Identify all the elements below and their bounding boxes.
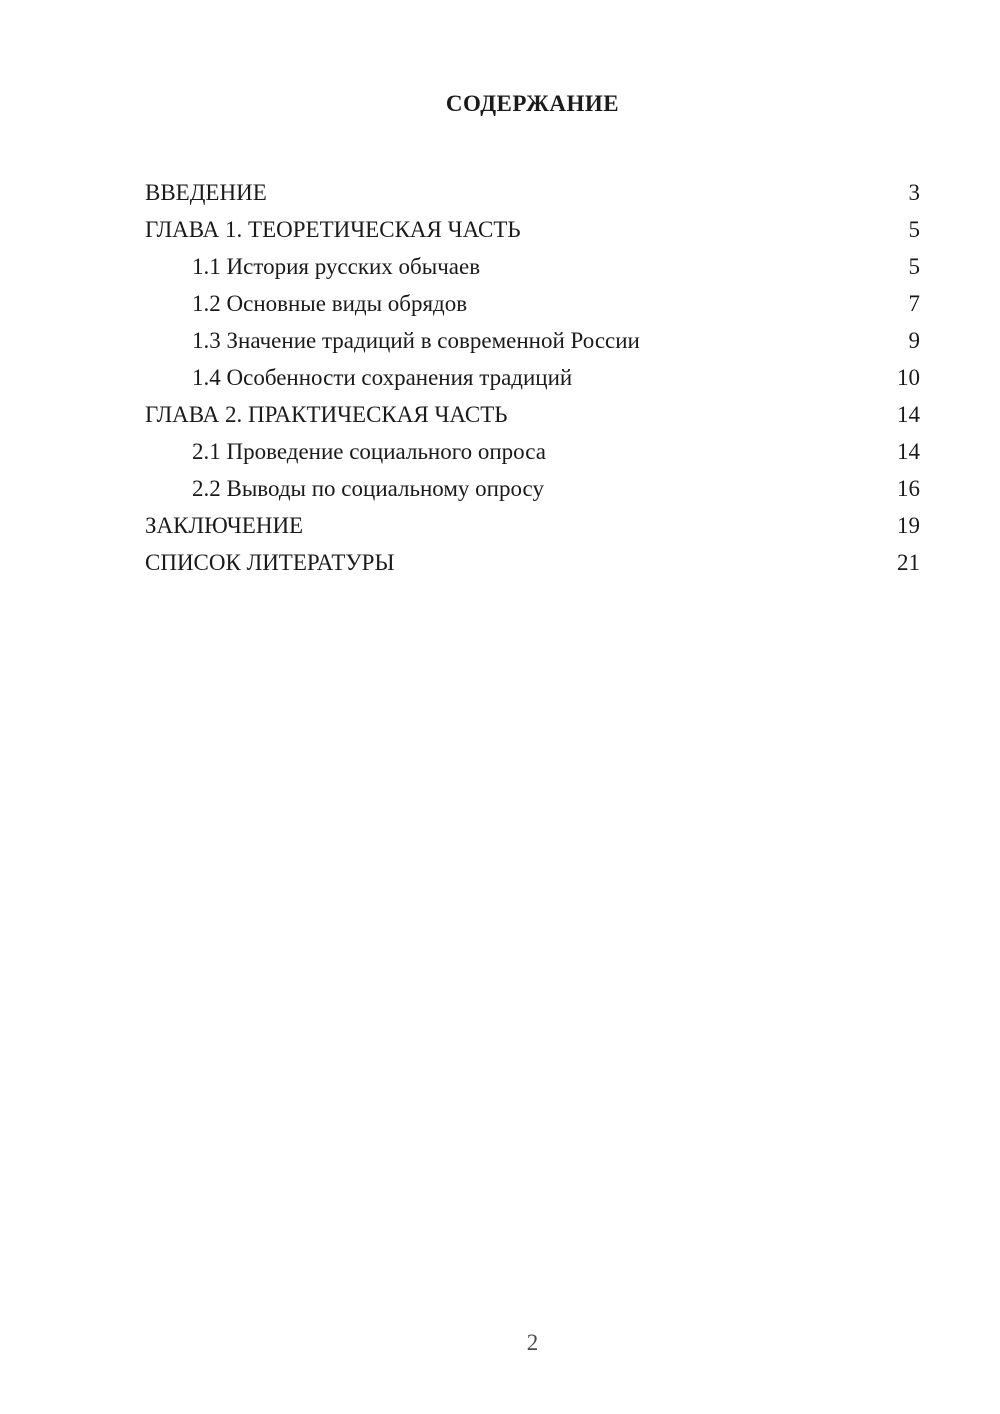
toc-entry-page-number: 14 <box>897 402 920 427</box>
toc-entry[interactable] <box>145 285 920 322</box>
toc-entry-page-number: 21 <box>897 550 920 575</box>
toc-entry[interactable] <box>145 248 920 285</box>
document-content <box>145 85 920 581</box>
toc-entry[interactable] <box>145 507 920 544</box>
page-title: СОДЕРЖАНИЕ <box>445 91 620 116</box>
toc-entry[interactable] <box>145 433 920 470</box>
toc-entry-label: ГЛАВА 2. ПРАКТИЧЕСКАЯ ЧАСТЬ <box>145 402 508 427</box>
toc-entry-label: 2.1 Проведение социального опроса <box>192 439 546 464</box>
toc-entry-label: 2.2 Выводы по социальному опросу <box>192 476 544 501</box>
toc-entry[interactable] <box>145 396 920 433</box>
toc-entry[interactable] <box>145 544 920 581</box>
toc-entry-page-number: 7 <box>908 291 920 316</box>
toc-entry-page-number: 10 <box>897 365 920 390</box>
toc-entry[interactable] <box>145 211 920 248</box>
toc-entry-page-number: 19 <box>897 513 920 538</box>
toc-entry-label: ВВЕДЕНИЕ <box>145 180 267 205</box>
toc-entry[interactable] <box>145 174 920 211</box>
table-of-contents <box>145 174 920 581</box>
toc-entry-label: 1.3 Значение традиций в современной России <box>192 328 640 353</box>
toc-entry-page-number: 14 <box>897 439 920 464</box>
toc-entry-page-number: 5 <box>908 217 920 242</box>
toc-entry[interactable] <box>145 359 920 396</box>
toc-entry-label: СПИСОК ЛИТЕРАТУРЫ <box>145 550 395 575</box>
toc-entry-page-number: 5 <box>908 254 920 279</box>
toc-entry-label: 1.2 Основные виды обрядов <box>192 291 468 316</box>
toc-entry-page-number: 3 <box>908 180 920 205</box>
toc-entry-label: ЗАКЛЮЧЕНИЕ <box>145 513 304 538</box>
toc-entry-page-number: 9 <box>908 328 920 353</box>
toc-entry-label: ГЛАВА 1. ТЕОРЕТИЧЕСКАЯ ЧАСТЬ <box>145 217 521 242</box>
toc-entry[interactable] <box>145 470 920 507</box>
toc-entry-label: 1.4 Особенности сохранения традиций <box>192 365 573 390</box>
toc-entry[interactable] <box>145 322 920 359</box>
toc-entry-page-number: 16 <box>897 476 920 501</box>
page-number: 2 <box>526 1330 539 1355</box>
toc-entry-label: 1.1 История русских обычаев <box>192 254 481 279</box>
